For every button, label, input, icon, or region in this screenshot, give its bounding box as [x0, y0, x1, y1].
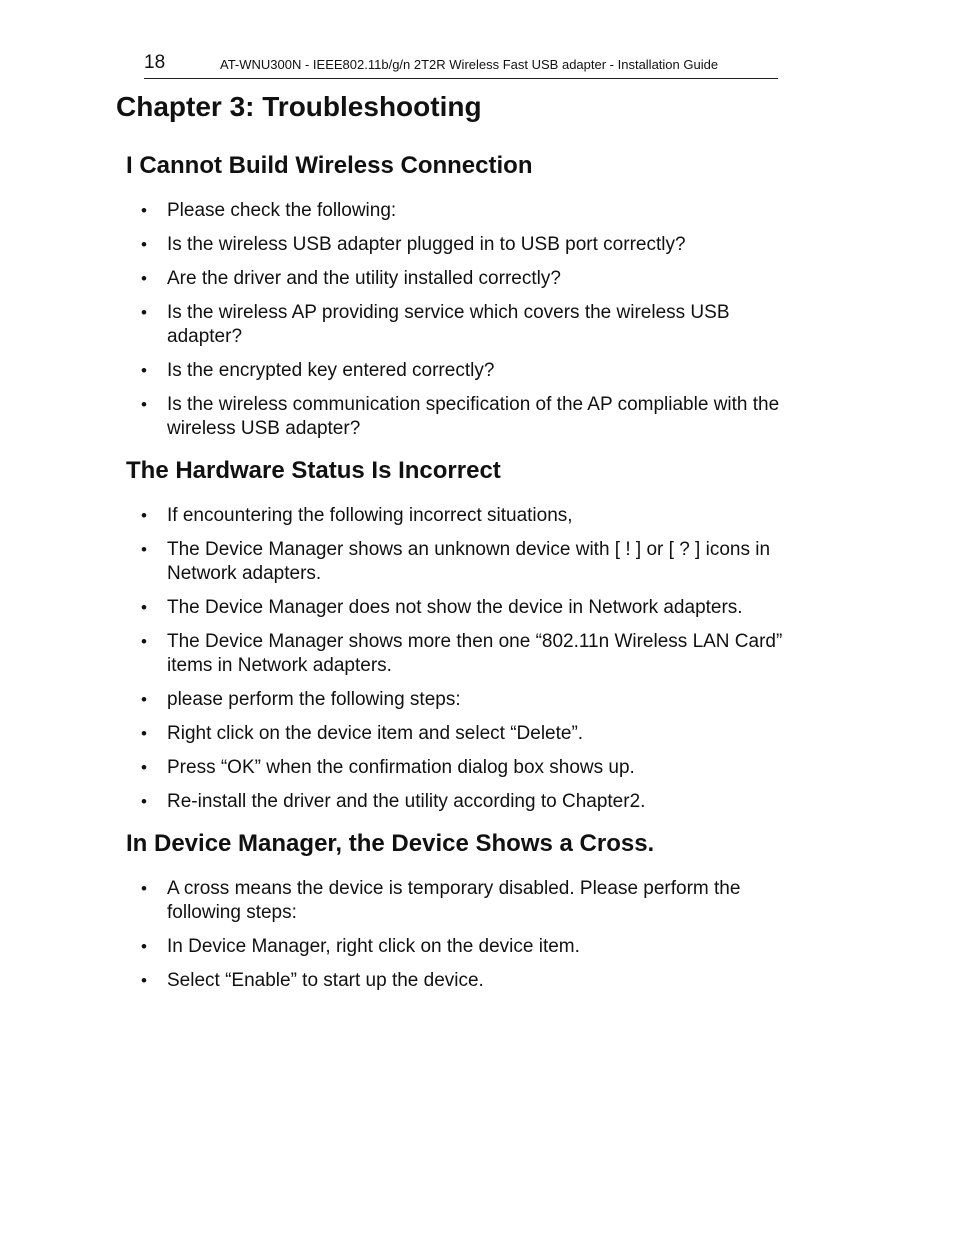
list-item: • Is the encrypted key entered correctly?	[126, 359, 787, 383]
list-item: • Press “OK” when the confirmation dialog box shows up.	[126, 756, 787, 780]
list-item: • please perform the following steps:	[126, 688, 787, 712]
list-item: • Is the wireless AP providing service which covers the wireless USB adapter?	[126, 301, 787, 349]
list-item: • The Device Manager does not show the device in Network adapters.	[126, 596, 787, 620]
list-item: • The Device Manager shows an unknown device with [ ! ] or [ ? ] icons in Network adapters.	[126, 538, 787, 586]
page-header	[144, 50, 778, 79]
list-item: • Re-install the driver and the utility according to Chapter2.	[126, 790, 787, 814]
section-wireless-connection	[126, 151, 786, 451]
bullet-list	[126, 199, 786, 441]
page-number: 18	[144, 52, 166, 73]
bullet-list	[126, 877, 786, 993]
list-item: • The Device Manager shows more then one “802.11n Wireless LAN Card” items in Network adapters.	[126, 630, 787, 678]
list-item: • Right click on the device item and select “Delete”.	[126, 722, 787, 746]
list-item: • Are the driver and the utility installed correctly?	[126, 267, 787, 291]
list-item: • Select “Enable” to start up the device.	[126, 969, 787, 993]
list-item: • In Device Manager, right click on the device item.	[126, 935, 787, 959]
section-heading: In Device Manager, the Device Shows a Cross.	[126, 830, 655, 857]
list-item: • A cross means the device is temporary disabled. Please perform the following steps:	[126, 877, 787, 925]
running-title: AT-WNU300N - IEEE802.11b/g/n 2T2R Wireless Fast USB adapter - Installation Guide	[220, 57, 719, 72]
list-item: • Is the wireless communication specification of the AP compliable with the wireless USB adapter?	[126, 393, 787, 441]
list-item: • Please check the following:	[126, 199, 787, 223]
section-hardware-status	[126, 456, 786, 824]
section-heading: I Cannot Build Wireless Connection	[126, 152, 533, 179]
list-item: • If encountering the following incorrect situations,	[126, 504, 787, 528]
section-device-cross	[126, 829, 786, 1003]
list-item: • Is the wireless USB adapter plugged in to USB port correctly?	[126, 233, 787, 257]
bullet-list	[126, 504, 786, 814]
chapter-title: Chapter 3: Troubleshooting	[116, 91, 482, 122]
section-heading: The Hardware Status Is Incorrect	[126, 457, 501, 484]
